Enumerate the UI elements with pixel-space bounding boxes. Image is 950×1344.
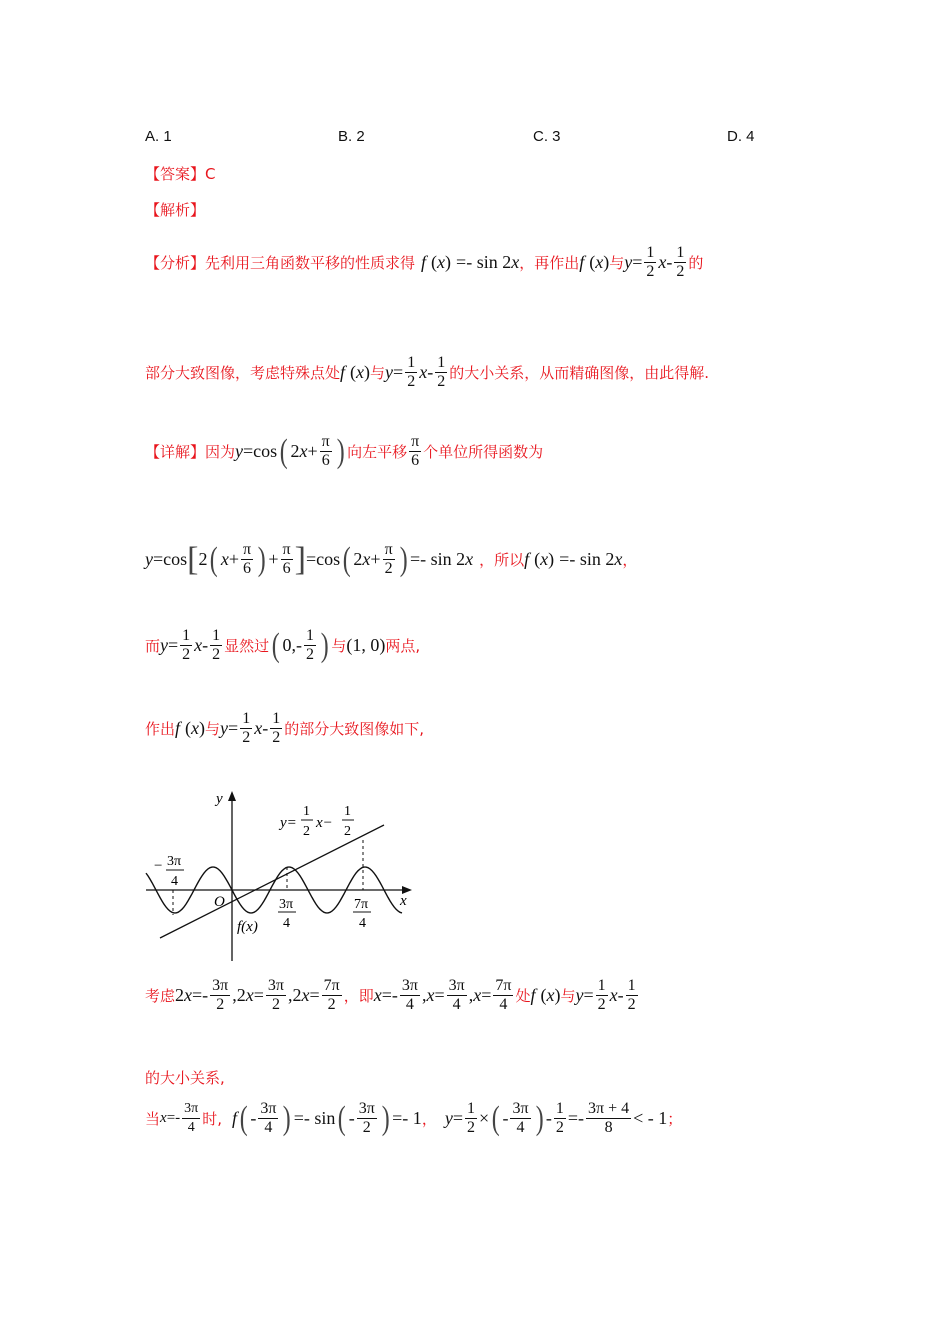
x-axis-label: x: [400, 893, 407, 909]
xiangjie-text-15: 处: [515, 987, 531, 1005]
answer-line: [145, 163, 216, 184]
formula-line: y = $\frac{1}{2}$ x - $\frac{1}{2}$: [624, 244, 685, 280]
y-axis-label: y: [216, 791, 223, 807]
xiangjie-text-6: 而: [145, 637, 161, 655]
formula-fx-2: f ( x ): [340, 362, 371, 382]
option-a: A. 1: [145, 128, 172, 145]
answer-value: C: [205, 165, 216, 183]
fenxi-text-6: 与: [370, 364, 386, 382]
formula-f-eq-neg-sin2x: f ( x ) =- sin 2 x: [421, 252, 520, 272]
option-d: D. 4: [727, 128, 755, 145]
xiangjie-text-12: 的部分大致图像如下,: [284, 720, 424, 738]
fenxi-text-7: 的大小关系，从而精确图像，由此得解.: [449, 364, 709, 382]
formula-2x-values: 2 x =- $\frac{3\pi}{2}$ ,2 x = $\frac{3\pi}{2}$ ,2 x = $\frac{7\pi}{2}$: [175, 977, 340, 1013]
formula-x-neg: x =- $\frac{3\pi}{4}$: [160, 1101, 199, 1135]
xiangjie-text-9: 两点,: [385, 637, 421, 655]
fenxi-text-1: 先利用三角函数平移的性质求得: [205, 254, 416, 272]
line-label-x: x−: [316, 815, 333, 831]
f-label: f(x): [237, 919, 258, 935]
line-label-half-num-1: 1: [303, 804, 310, 819]
line-label-y: y=: [280, 815, 297, 831]
tick-neg-sign: −: [154, 858, 163, 874]
formula-fx-3: f ( x ): [175, 718, 206, 738]
fenxi-text-5: 部分大致图像，考虑特殊点处: [145, 364, 341, 382]
tick-2-num: 7π: [354, 897, 369, 912]
xiangjie-line-2: [145, 541, 637, 578]
answer-tag: 【答案】: [145, 165, 206, 183]
xiangjie-text-18: 当: [145, 1110, 161, 1128]
xiangjie-text-10: 作出: [145, 720, 176, 738]
xiangjie-text-13: 考虑: [145, 987, 176, 1005]
xiangjie-text-16: 与: [560, 987, 576, 1005]
function-graph: [140, 785, 430, 965]
option-c: C. 3: [533, 128, 561, 145]
xiangjie-text-7: 显然过: [224, 637, 270, 655]
fenxi-text-4: 的: [688, 254, 704, 272]
formula-f-neg: f ( - $\frac{3\pi}{4}$ ) =- sin ( - $\frac{3\pi}{2}$ ) =- 1: [232, 1099, 422, 1137]
xiangjie-text-14: ，即: [343, 987, 374, 1005]
formula-shifted: y =cos [ 2 ( x + $\frac{\pi}{6}$ ) + $\frac{\pi}{6}$ ] =cos ( 2 x + $\frac{\pi}{2}$ ) =- sin 2 x: [145, 540, 474, 578]
xiangjie-text-3: 个单位所得函数为: [423, 443, 544, 461]
formula-x-values: x =- $\frac{3\pi}{4}$ , x = $\frac{3\pi}{4}$ , x = $\frac{7\pi}{4}$: [373, 977, 512, 1013]
xiangjie-text-5: ，: [622, 551, 638, 569]
tick-1-num: 3π: [279, 897, 294, 912]
xiangjie-text-1: 因为: [205, 443, 236, 461]
formula-fx: f ( x ): [579, 252, 610, 272]
xiangjie-line-4: [145, 710, 424, 747]
tick-2-den: 4: [359, 916, 366, 931]
formula-f-result: f ( x ) =- sin 2 x: [524, 549, 623, 569]
formula-line-4: y = $\frac{1}{2}$ x - $\frac{1}{2}$: [220, 710, 281, 746]
tick-1-den: 4: [283, 916, 290, 931]
xiangjie-text-4: ，所以: [479, 551, 525, 569]
xiangjie-text-19: 时,: [202, 1110, 223, 1128]
fenxi-tag: 【分析】: [145, 254, 206, 272]
fenxi-line-1: [145, 244, 703, 281]
line-label-half-den-1: 2: [303, 824, 310, 839]
fenxi-text-2: ，再作出: [519, 254, 580, 272]
xiangjie-text-17: 的大小关系,: [145, 1069, 225, 1087]
origin-label: O: [214, 894, 225, 910]
tick-neg-num: 3π: [167, 854, 182, 869]
fenxi-line-2: [145, 354, 709, 391]
xiangjie-tag: 【详解】: [145, 443, 206, 461]
formula-fx-4: f ( x ): [530, 985, 561, 1005]
formula-line-3: y = $\frac{1}{2}$ x - $\frac{1}{2}$: [160, 627, 221, 663]
formula-line-2: y = $\frac{1}{2}$ x - $\frac{1}{2}$: [385, 354, 446, 390]
y-axis-arrow: [228, 791, 236, 801]
xiangjie-line-6: [145, 1100, 682, 1137]
formula-point-2: (1, 0): [346, 635, 386, 655]
line-label-half-den-2: 2: [344, 824, 351, 839]
xiangjie-line-5: [145, 977, 640, 1014]
xiangjie-line-1: [145, 433, 543, 470]
option-b: B. 2: [338, 128, 365, 145]
formula-point-1: ( 0,- $\frac{1}{2}$ ): [271, 626, 329, 664]
analysis-tag: 【解析】: [145, 201, 206, 219]
formula-cos: y =cos ( 2 x + $\frac{\pi}{6}$ ): [235, 432, 345, 470]
formula-line-5: y = $\frac{1}{2}$ x - $\frac{1}{2}$: [575, 977, 636, 1013]
xiangjie-text-20: ，: [421, 1110, 437, 1128]
formula-y-neg: y = $\frac{1}{2}$ × ( - $\frac{3\pi}{4}$ ) - $\frac{1}{2}$ =- $\frac{3\pi + 4}{8}$ < - 1: [444, 1099, 668, 1137]
xiangjie-text-8: 与: [331, 637, 347, 655]
fenxi-text-3: 与: [609, 254, 625, 272]
tick-neg-den: 4: [171, 874, 178, 889]
xiangjie-text-11: 与: [205, 720, 221, 738]
xiangjie-text-2: 向左平移: [347, 443, 408, 461]
formula-pi-6: $\frac{\pi}{6}$: [411, 433, 420, 469]
line-label-half-num-2: 1: [344, 804, 351, 819]
xiangjie-line-3: [145, 627, 420, 664]
xiangjie-text-21: ；: [667, 1110, 683, 1128]
